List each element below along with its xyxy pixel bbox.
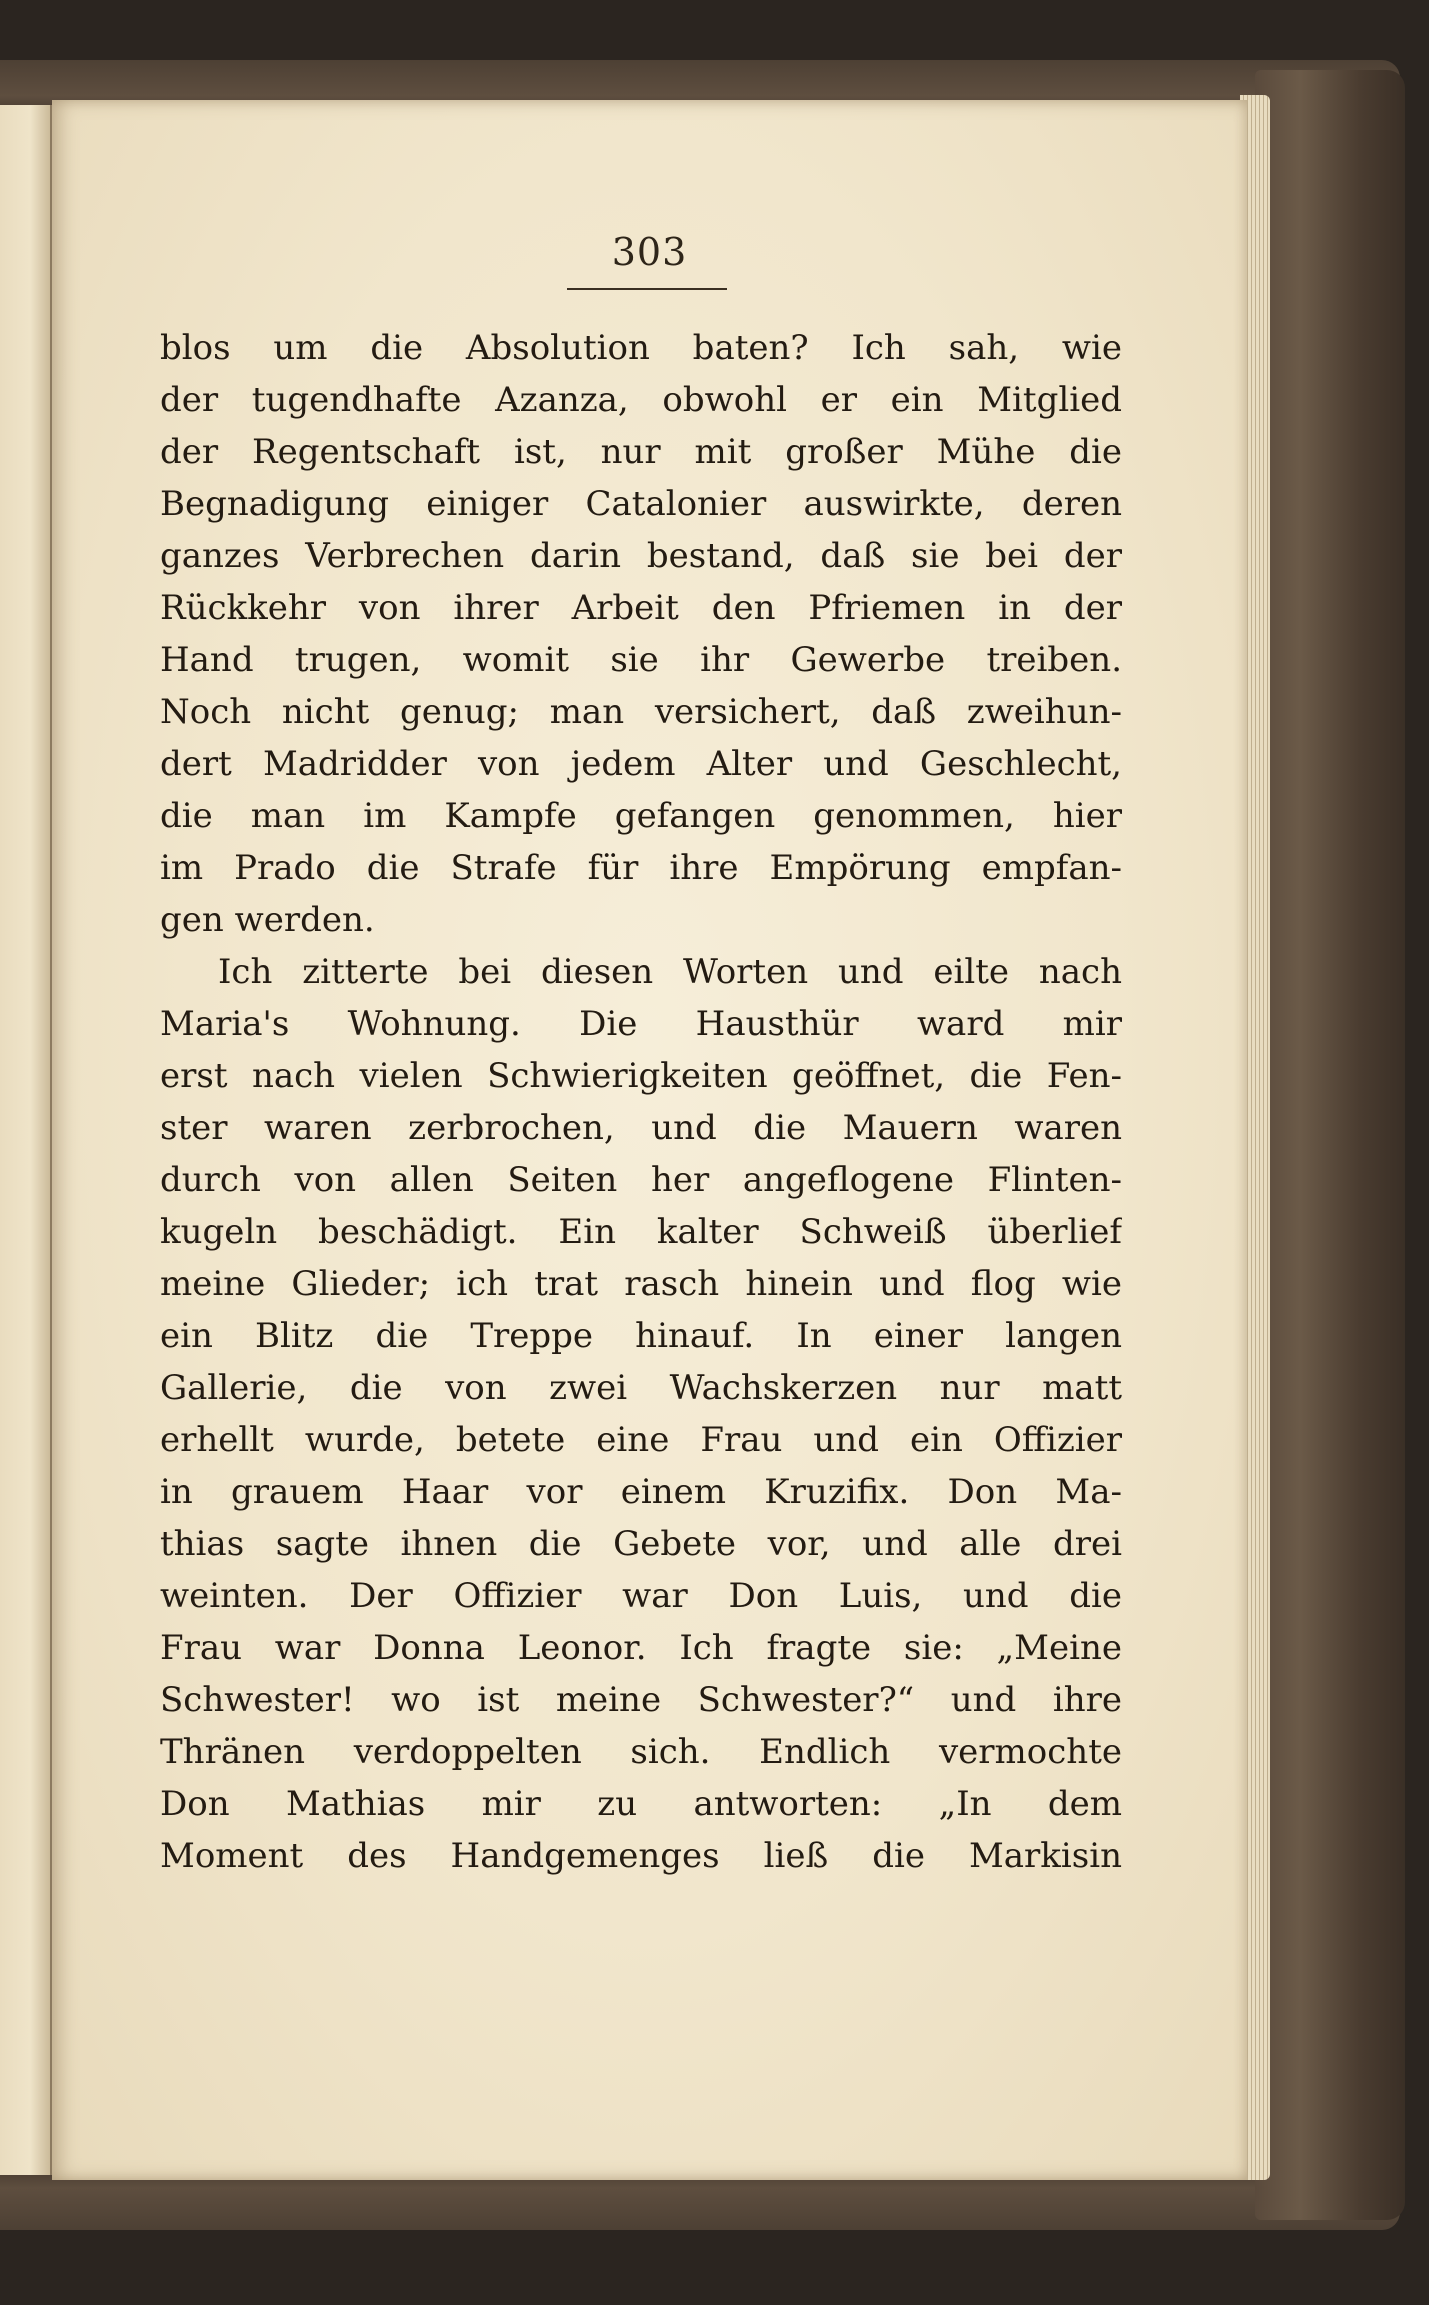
text-line: ein Blitz die Treppe hinauf. In einer langen bbox=[160, 1316, 1122, 1356]
text-line: Don Mathias mir zu antworten: „In dem bbox=[160, 1784, 1122, 1824]
text-line: Ich zitterte bei diesen Worten und eilte nach bbox=[218, 952, 1122, 992]
text-line: erst nach vielen Schwierigkeiten geöffnet, die Fen- bbox=[160, 1056, 1122, 1096]
book-page bbox=[52, 100, 1247, 2180]
text-line: Begnadigung einiger Catalonier auswirkte, deren bbox=[160, 484, 1122, 524]
text-line: im Prado die Strafe für ihre Empörung empfan- bbox=[160, 848, 1122, 888]
text-line: meine Glieder; ich trat rasch hinein und flog wie bbox=[160, 1264, 1122, 1304]
text-line: thias sagte ihnen die Gebete vor, und alle drei bbox=[160, 1524, 1122, 1564]
page-number: 303 bbox=[611, 230, 688, 274]
text-line: Thränen verdoppelten sich. Endlich vermochte bbox=[160, 1732, 1122, 1772]
book-cover-right-edge bbox=[1255, 70, 1405, 2220]
header-rule bbox=[567, 288, 727, 290]
text-line: weinten. Der Offizier war Don Luis, und die bbox=[160, 1576, 1122, 1616]
previous-page-edge bbox=[0, 105, 52, 2175]
text-line: Gallerie, die von zwei Wachskerzen nur matt bbox=[160, 1368, 1122, 1408]
text-line: Frau war Donna Leonor. Ich fragte sie: „Meine bbox=[160, 1628, 1122, 1668]
text-line: durch von allen Seiten her angeflogene Flinten- bbox=[160, 1160, 1122, 1200]
text-line: ster waren zerbrochen, und die Mauern waren bbox=[160, 1108, 1122, 1148]
text-line: in grauem Haar vor einem Kruzifix. Don Ma- bbox=[160, 1472, 1122, 1512]
text-line: dert Madridder von jedem Alter und Geschlecht, bbox=[160, 744, 1122, 784]
text-line: blos um die Absolution baten? Ich sah, wie bbox=[160, 328, 1122, 368]
text-line: Noch nicht genug; man versichert, daß zweihun- bbox=[160, 692, 1122, 732]
text-line: der tugendhafte Azanza, obwohl er ein Mitglied bbox=[160, 380, 1122, 420]
text-line: Maria's Wohnung. Die Hausthür ward mir bbox=[160, 1004, 1122, 1044]
text-line: der Regentschaft ist, nur mit großer Mühe die bbox=[160, 432, 1122, 472]
text-line: erhellt wurde, betete eine Frau und ein Offizier bbox=[160, 1420, 1122, 1460]
text-line: gen werden. bbox=[160, 900, 375, 940]
text-line: Schwester! wo ist meine Schwester?“ und ihre bbox=[160, 1680, 1122, 1720]
text-line: Rückkehr von ihrer Arbeit den Pfriemen in der bbox=[160, 588, 1122, 628]
text-line: ganzes Verbrechen darin bestand, daß sie bei der bbox=[160, 536, 1122, 576]
body-text bbox=[160, 322, 1122, 1882]
text-line: Hand trugen, womit sie ihr Gewerbe treiben. bbox=[160, 640, 1122, 680]
text-line: die man im Kampfe gefangen genommen, hier bbox=[160, 796, 1122, 836]
text-line: kugeln beschädigt. Ein kalter Schweiß überlief bbox=[160, 1212, 1122, 1252]
text-line: Moment des Handgemenges ließ die Markisin bbox=[160, 1836, 1122, 1876]
